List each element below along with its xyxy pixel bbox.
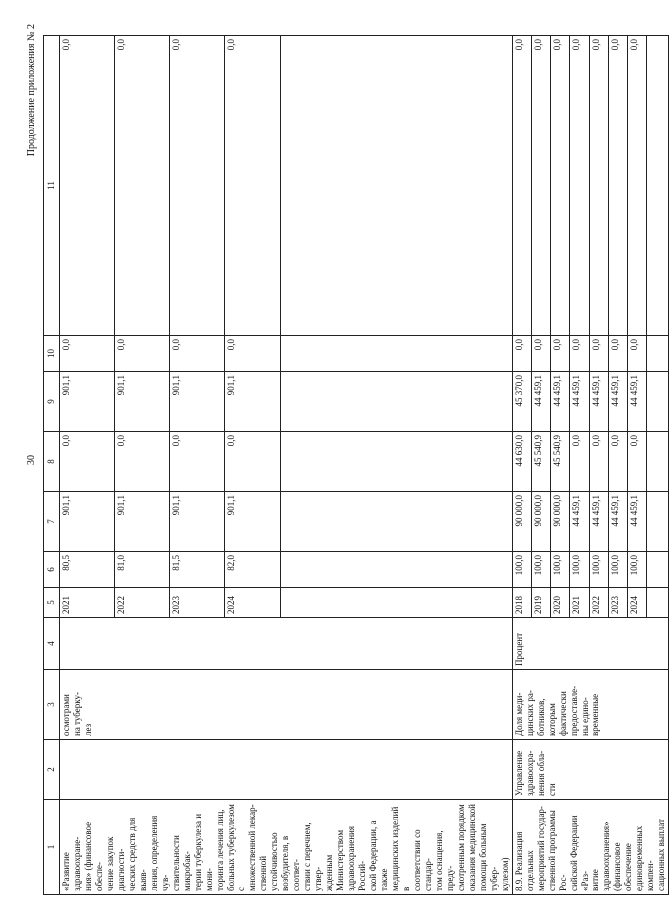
- empty-cell: [647, 336, 669, 372]
- other-funding: 0,0: [608, 36, 627, 336]
- empty-cell: [647, 372, 669, 432]
- regional-funding: 45 370,0: [512, 372, 531, 432]
- table-row: [512, 36, 531, 895]
- column-number: 6: [44, 552, 60, 588]
- municipal-funding: 0,0: [589, 336, 608, 372]
- total-funding: 901,1: [170, 492, 225, 552]
- regional-funding: 901,1: [225, 372, 280, 432]
- indicator-value: 80,5: [59, 552, 114, 588]
- municipal-funding: 0,0: [115, 336, 170, 372]
- federal-funding: 0,0: [628, 432, 647, 492]
- empty-cell: [280, 36, 512, 336]
- column-number: 7: [44, 492, 60, 552]
- responsible-body: [59, 740, 512, 800]
- empty-cell: [647, 552, 669, 588]
- federal-funding: 0,0: [115, 432, 170, 492]
- column-number: 4: [44, 618, 60, 670]
- indicator-value: 81,5: [170, 552, 225, 588]
- indicator-value: 100,0: [531, 552, 550, 588]
- municipal-funding: 0,0: [170, 336, 225, 372]
- municipal-funding: 0,0: [59, 336, 114, 372]
- other-funding: 0,0: [59, 36, 114, 336]
- empty-cell: [280, 336, 512, 372]
- total-funding: 44 459,1: [608, 492, 627, 552]
- total-funding: 901,1: [225, 492, 280, 552]
- other-funding: 0,0: [628, 36, 647, 336]
- column-number: 3: [44, 670, 60, 740]
- column-number: 9: [44, 372, 60, 432]
- empty-cell: [280, 588, 512, 618]
- regional-funding: 44 459,1: [628, 372, 647, 432]
- other-funding: 0,0: [512, 36, 531, 336]
- empty-cell: [647, 432, 669, 492]
- empty-cell: [647, 36, 669, 336]
- page-number: 30: [26, 455, 37, 465]
- total-funding: 90 000,0: [531, 492, 550, 552]
- empty-cell: [280, 492, 512, 552]
- appendix-table: [43, 35, 669, 895]
- total-funding: 90 000,0: [512, 492, 531, 552]
- total-funding: 44 459,1: [589, 492, 608, 552]
- municipal-funding: 0,0: [570, 336, 589, 372]
- regional-funding: 901,1: [170, 372, 225, 432]
- federal-funding: 45 540,9: [531, 432, 550, 492]
- indicator-value: 100,0: [570, 552, 589, 588]
- measure-description: 8.9. Реализация отдельных мероприятий государ- ственной программы Рос- сийской Федерации «Раз- витие здравоохранения» (финансовое обеспечение единовременных компен- сационных выплат: [512, 800, 669, 895]
- federal-funding: 0,0: [59, 432, 114, 492]
- municipal-funding: 0,0: [608, 336, 627, 372]
- total-funding: 44 459,1: [570, 492, 589, 552]
- federal-funding: 0,0: [170, 432, 225, 492]
- year-cell: 2020: [551, 588, 570, 618]
- regional-funding: 901,1: [59, 372, 114, 432]
- municipal-funding: 0,0: [512, 336, 531, 372]
- empty-cell: [280, 552, 512, 588]
- indicator-value: 100,0: [589, 552, 608, 588]
- year-cell: 2023: [608, 588, 627, 618]
- total-funding: 44 459,1: [628, 492, 647, 552]
- year-cell: 2024: [225, 588, 280, 618]
- indicator-value: 100,0: [551, 552, 570, 588]
- year-cell: 2024: [628, 588, 647, 618]
- indicator-value: 100,0: [628, 552, 647, 588]
- continuation-title: Продолжение приложения № 2: [26, 24, 37, 157]
- other-funding: 0,0: [589, 36, 608, 336]
- unit: Процент: [512, 618, 669, 670]
- other-funding: 0,0: [531, 36, 550, 336]
- responsible-body: Управление здравоохра- нения обла- сти: [512, 740, 669, 800]
- year-cell: 2022: [115, 588, 170, 618]
- column-number: 1: [44, 800, 60, 895]
- other-funding: 0,0: [225, 36, 280, 336]
- other-funding: 0,0: [570, 36, 589, 336]
- unit: [59, 618, 512, 670]
- column-number: 2: [44, 740, 60, 800]
- indicator-value: 81,0: [115, 552, 170, 588]
- year-cell: 2019: [531, 588, 550, 618]
- regional-funding: 44 459,1: [531, 372, 550, 432]
- column-number: 5: [44, 588, 60, 618]
- column-number: 10: [44, 336, 60, 372]
- regional-funding: 44 459,1: [608, 372, 627, 432]
- regional-funding: 44 459,1: [589, 372, 608, 432]
- federal-funding: 0,0: [225, 432, 280, 492]
- empty-cell: [280, 432, 512, 492]
- other-funding: 0,0: [170, 36, 225, 336]
- empty-cell: [647, 492, 669, 552]
- column-number: 11: [44, 36, 60, 336]
- other-funding: 0,0: [551, 36, 570, 336]
- year-cell: 2021: [570, 588, 589, 618]
- year-cell: 2018: [512, 588, 531, 618]
- other-funding: 0,0: [115, 36, 170, 336]
- federal-funding: 0,0: [570, 432, 589, 492]
- measure-description: «Развитие здравоохране- ния» (финансовое обеспе- чение закупок диагности- ческих средств для выяв- ления, определения чув- ствительности микробак- терии туберкулеза и мони- торинга лечения лиц, больных туберкулезом с множественной лекар- ственной устойчивостью возбудителя, в соответ- ствии с перечнем, утвер- жденным Министерством здравоохранения Россий- ской Федерации, а также медицинских изделий в соответствии со стандар- том оснащения, преду- смотренным порядком оказания медицинской помощи больным тубер- кулезом): [59, 800, 512, 895]
- empty-cell: [280, 372, 512, 432]
- total-funding: 901,1: [59, 492, 114, 552]
- federal-funding: 0,0: [589, 432, 608, 492]
- column-number-row: [44, 36, 60, 895]
- year-cell: 2022: [589, 588, 608, 618]
- indicator-name: Доля меди- цинских ра- ботников, которым фактически предоставле- ны едино- временные: [512, 670, 669, 740]
- year-cell: 2021: [59, 588, 114, 618]
- municipal-funding: 0,0: [628, 336, 647, 372]
- regional-funding: 901,1: [115, 372, 170, 432]
- column-number: 8: [44, 432, 60, 492]
- indicator-value: 100,0: [608, 552, 627, 588]
- municipal-funding: 0,0: [551, 336, 570, 372]
- indicator-value: 100,0: [512, 552, 531, 588]
- regional-funding: 44 459,1: [551, 372, 570, 432]
- federal-funding: 0,0: [608, 432, 627, 492]
- federal-funding: 45 540,9: [551, 432, 570, 492]
- municipal-funding: 0,0: [225, 336, 280, 372]
- total-funding: 901,1: [115, 492, 170, 552]
- indicator-value: 82,0: [225, 552, 280, 588]
- regional-funding: 44 459,1: [570, 372, 589, 432]
- table-row: [59, 36, 114, 895]
- federal-funding: 44 630,0: [512, 432, 531, 492]
- year-cell: 2023: [170, 588, 225, 618]
- indicator-name: осмотрами на туберку- лез: [59, 670, 512, 740]
- municipal-funding: 0,0: [531, 336, 550, 372]
- empty-cell: [647, 588, 669, 618]
- total-funding: 90 000,0: [551, 492, 570, 552]
